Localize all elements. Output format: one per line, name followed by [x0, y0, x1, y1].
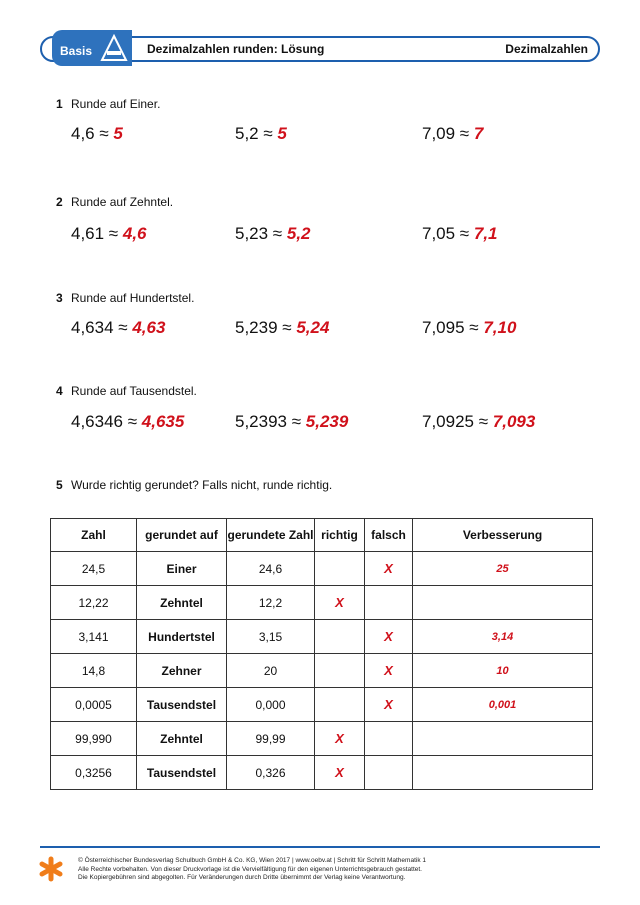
rounding-exercise: [422, 412, 535, 432]
table-row: [51, 722, 593, 756]
level-badge: [52, 30, 132, 66]
task-number: 4: [56, 384, 63, 398]
table-row: [51, 654, 593, 688]
given-value: 4,6 ≈: [71, 124, 114, 143]
cell-falsch: [365, 586, 413, 620]
answer-value: 4,635: [141, 412, 185, 431]
cell-richtig: [315, 552, 365, 586]
footer-divider: [40, 846, 600, 848]
column-header-verbesserung: Verbesserung: [413, 519, 593, 552]
given-value: 5,239 ≈: [235, 318, 297, 337]
cell-verbesserung: 10: [413, 654, 593, 688]
rounding-exercise: [71, 318, 165, 338]
task-number: 1: [56, 97, 63, 111]
given-value: 4,6346 ≈: [71, 412, 142, 431]
cell-richtig: [315, 654, 365, 688]
answer-value: 5,239: [305, 412, 349, 431]
task-instruction: Runde auf Hundertstel.: [71, 291, 195, 305]
cell-zahl: 24,5: [51, 552, 137, 586]
rounding-exercise: [235, 318, 329, 338]
rounding-exercise: [71, 124, 123, 144]
cell-zahl: 0,0005: [51, 688, 137, 722]
column-header-richtig: richtig: [315, 519, 365, 552]
column-header-falsch: falsch: [365, 519, 413, 552]
given-value: 7,05 ≈: [422, 224, 474, 243]
table-row: [51, 756, 593, 790]
cell-gerundete-zahl: 12,2: [227, 586, 315, 620]
rounding-exercise: [235, 124, 287, 144]
task-instruction: Runde auf Einer.: [71, 97, 161, 111]
footer-line: Die Kopiergebühren sind abgegolten. Für Veränderungen durch Dritte übernimmt der Verlag keine Verantwortung.: [78, 874, 406, 881]
cell-verbesserung: 0,001: [413, 688, 593, 722]
answer-value: 7,1: [473, 224, 498, 243]
cell-falsch: X: [365, 552, 413, 586]
cell-gerundete-zahl: 20: [227, 654, 315, 688]
cell-falsch: X: [365, 620, 413, 654]
cell-verbesserung: [413, 586, 593, 620]
rounding-exercise: [422, 318, 516, 338]
cell-gerundete-zahl: 0,326: [227, 756, 315, 790]
task-number: 3: [56, 291, 63, 305]
cell-gerundete-zahl: 99,99: [227, 722, 315, 756]
given-value: 5,23 ≈: [235, 224, 287, 243]
cell-richtig: [315, 620, 365, 654]
given-value: 4,634 ≈: [71, 318, 133, 337]
cell-gerundete-zahl: 0,000: [227, 688, 315, 722]
cell-verbesserung: 25: [413, 552, 593, 586]
cell-gerundet-auf: Zehntel: [137, 722, 227, 756]
answer-value: 4,63: [132, 318, 166, 337]
cell-falsch: [365, 756, 413, 790]
cell-gerundet-auf: Tausendstel: [137, 688, 227, 722]
page-topic: Dezimalzahlen: [505, 42, 588, 56]
column-header-zahl: Zahl: [51, 519, 137, 552]
cell-falsch: X: [365, 654, 413, 688]
cell-richtig: X: [315, 756, 365, 790]
column-header-gerundet-auf: gerundet auf: [137, 519, 227, 552]
cell-zahl: 3,141: [51, 620, 137, 654]
given-value: 7,09 ≈: [422, 124, 474, 143]
cell-falsch: [365, 722, 413, 756]
rounding-exercise: [422, 124, 483, 144]
rounding-exercise: [422, 224, 498, 244]
cell-gerundete-zahl: 3,15: [227, 620, 315, 654]
cell-gerundet-auf: Zehntel: [137, 586, 227, 620]
cell-zahl: 99,990: [51, 722, 137, 756]
cell-gerundet-auf: Zehner: [137, 654, 227, 688]
table-row: [51, 552, 593, 586]
page-title: Dezimalzahlen runden: Lösung: [147, 42, 325, 56]
task-number: 2: [56, 195, 63, 209]
triangle-level-icon: [100, 34, 128, 66]
table-row: [51, 688, 593, 722]
cell-gerundet-auf: Tausendstel: [137, 756, 227, 790]
given-value: 5,2393 ≈: [235, 412, 306, 431]
column-header-gerundete-zahl: gerundete Zahl: [227, 519, 315, 552]
rounding-exercise: [235, 412, 348, 432]
task-instruction: Wurde richtig gerundet? Falls nicht, runde richtig.: [71, 478, 333, 492]
footer-line: Alle Rechte vorbehalten. Von dieser Druckvorlage ist die Vervielfältigung für den eigenen Unterrichtsgebrauch gestattet.: [78, 865, 422, 873]
answer-value: 7,093: [492, 412, 536, 431]
table-row: [51, 586, 593, 620]
answer-value: 5,24: [296, 318, 330, 337]
answer-value: 5,2: [286, 224, 311, 243]
cell-verbesserung: [413, 722, 593, 756]
cell-zahl: 0,3256: [51, 756, 137, 790]
given-value: 4,61 ≈: [71, 224, 123, 243]
cell-gerundete-zahl: 24,6: [227, 552, 315, 586]
oebv-star-logo-icon: [38, 856, 64, 887]
cell-zahl: 14,8: [51, 654, 137, 688]
cell-verbesserung: 3,14: [413, 620, 593, 654]
task-instruction: Runde auf Zehntel.: [71, 195, 174, 209]
cell-richtig: X: [315, 586, 365, 620]
cell-verbesserung: [413, 756, 593, 790]
rounding-exercise: [71, 224, 147, 244]
level-badge-label: Basis: [60, 44, 93, 58]
answer-value: 4,6: [122, 224, 147, 243]
table-header-row: [51, 519, 593, 552]
answer-value: 7: [473, 124, 484, 143]
cell-gerundet-auf: Einer: [137, 552, 227, 586]
cell-falsch: X: [365, 688, 413, 722]
cell-richtig: [315, 688, 365, 722]
given-value: 7,095 ≈: [422, 318, 484, 337]
cell-richtig: X: [315, 722, 365, 756]
table-row: [51, 620, 593, 654]
rounding-exercise: [71, 412, 184, 432]
given-value: 7,0925 ≈: [422, 412, 493, 431]
footer-copyright: [78, 857, 426, 883]
rounding-check-table: [50, 518, 593, 790]
answer-value: 7,10: [483, 318, 517, 337]
answer-value: 5: [113, 124, 123, 143]
footer-line: © Österreichischer Bundesverlag Schulbuch GmbH & Co. KG, Wien 2017 | www.oebv.at | Schritt für Schritt Mathematik 1: [78, 857, 426, 864]
answer-value: 5: [277, 124, 287, 143]
task-instruction: Runde auf Tausendstel.: [71, 384, 197, 398]
given-value: 5,2 ≈: [235, 124, 278, 143]
rounding-exercise: [235, 224, 311, 244]
cell-gerundet-auf: Hundertstel: [137, 620, 227, 654]
cell-zahl: 12,22: [51, 586, 137, 620]
task-number: 5: [56, 478, 63, 492]
